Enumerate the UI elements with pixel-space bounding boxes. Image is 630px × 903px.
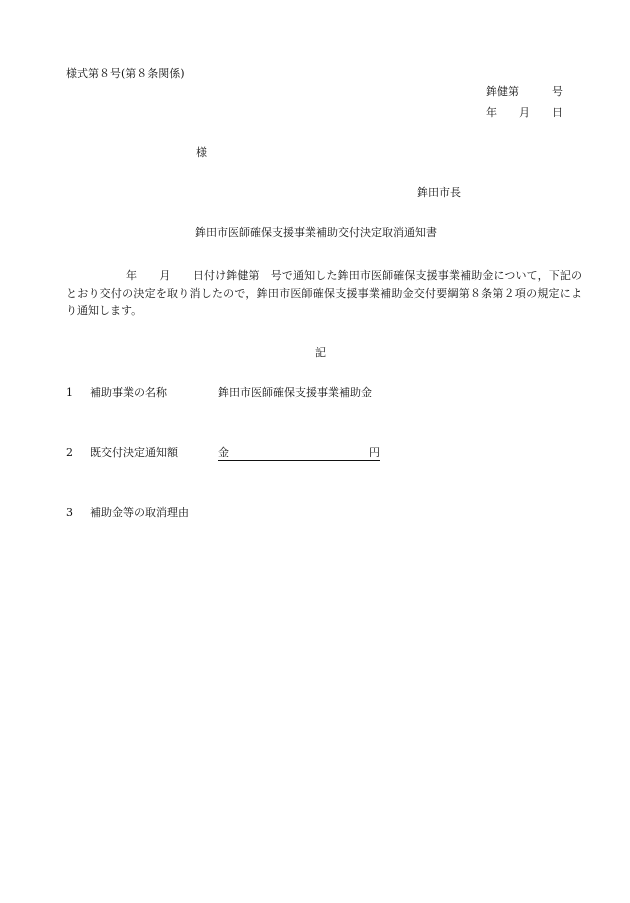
sender: 鉾田市長: [417, 186, 461, 199]
document-number: 鉾健第 号: [486, 85, 563, 98]
amount-prefix: 金: [218, 446, 229, 459]
document-title: 鉾田市医師確保支援事業補助交付決定取消通知書: [195, 226, 437, 239]
body-paragraph: 年 月 日付け鉾健第 号で通知した鉾田市医師確保支援事業補助金について，下記のとおり交付の決定を取り消したので，鉾田市医師確保支援事業補助金交付要綱第８条第２項の規定により通知します。: [66, 269, 582, 318]
amount-suffix: 円: [369, 446, 380, 459]
item-number: 2: [66, 446, 73, 459]
item-number: 1: [66, 386, 73, 399]
item-label: 補助事業の名称: [90, 386, 167, 399]
item-label: 補助金等の取消理由: [90, 506, 189, 519]
document-date: 年 月 日: [486, 106, 563, 119]
item-amount: [0, 447, 630, 463]
ki-heading: 記: [315, 346, 326, 359]
form-number: 様式第８号(第８条関係): [66, 67, 185, 80]
item-project-name: [0, 387, 630, 401]
item-value: 鉾田市医師確保支援事業補助金: [218, 386, 372, 399]
addressee: 様: [196, 146, 207, 159]
amount-line: [218, 447, 380, 461]
item-label: 既交付決定通知額: [90, 446, 178, 459]
item-number: 3: [66, 506, 73, 519]
item-cancel-reason: [0, 507, 630, 521]
